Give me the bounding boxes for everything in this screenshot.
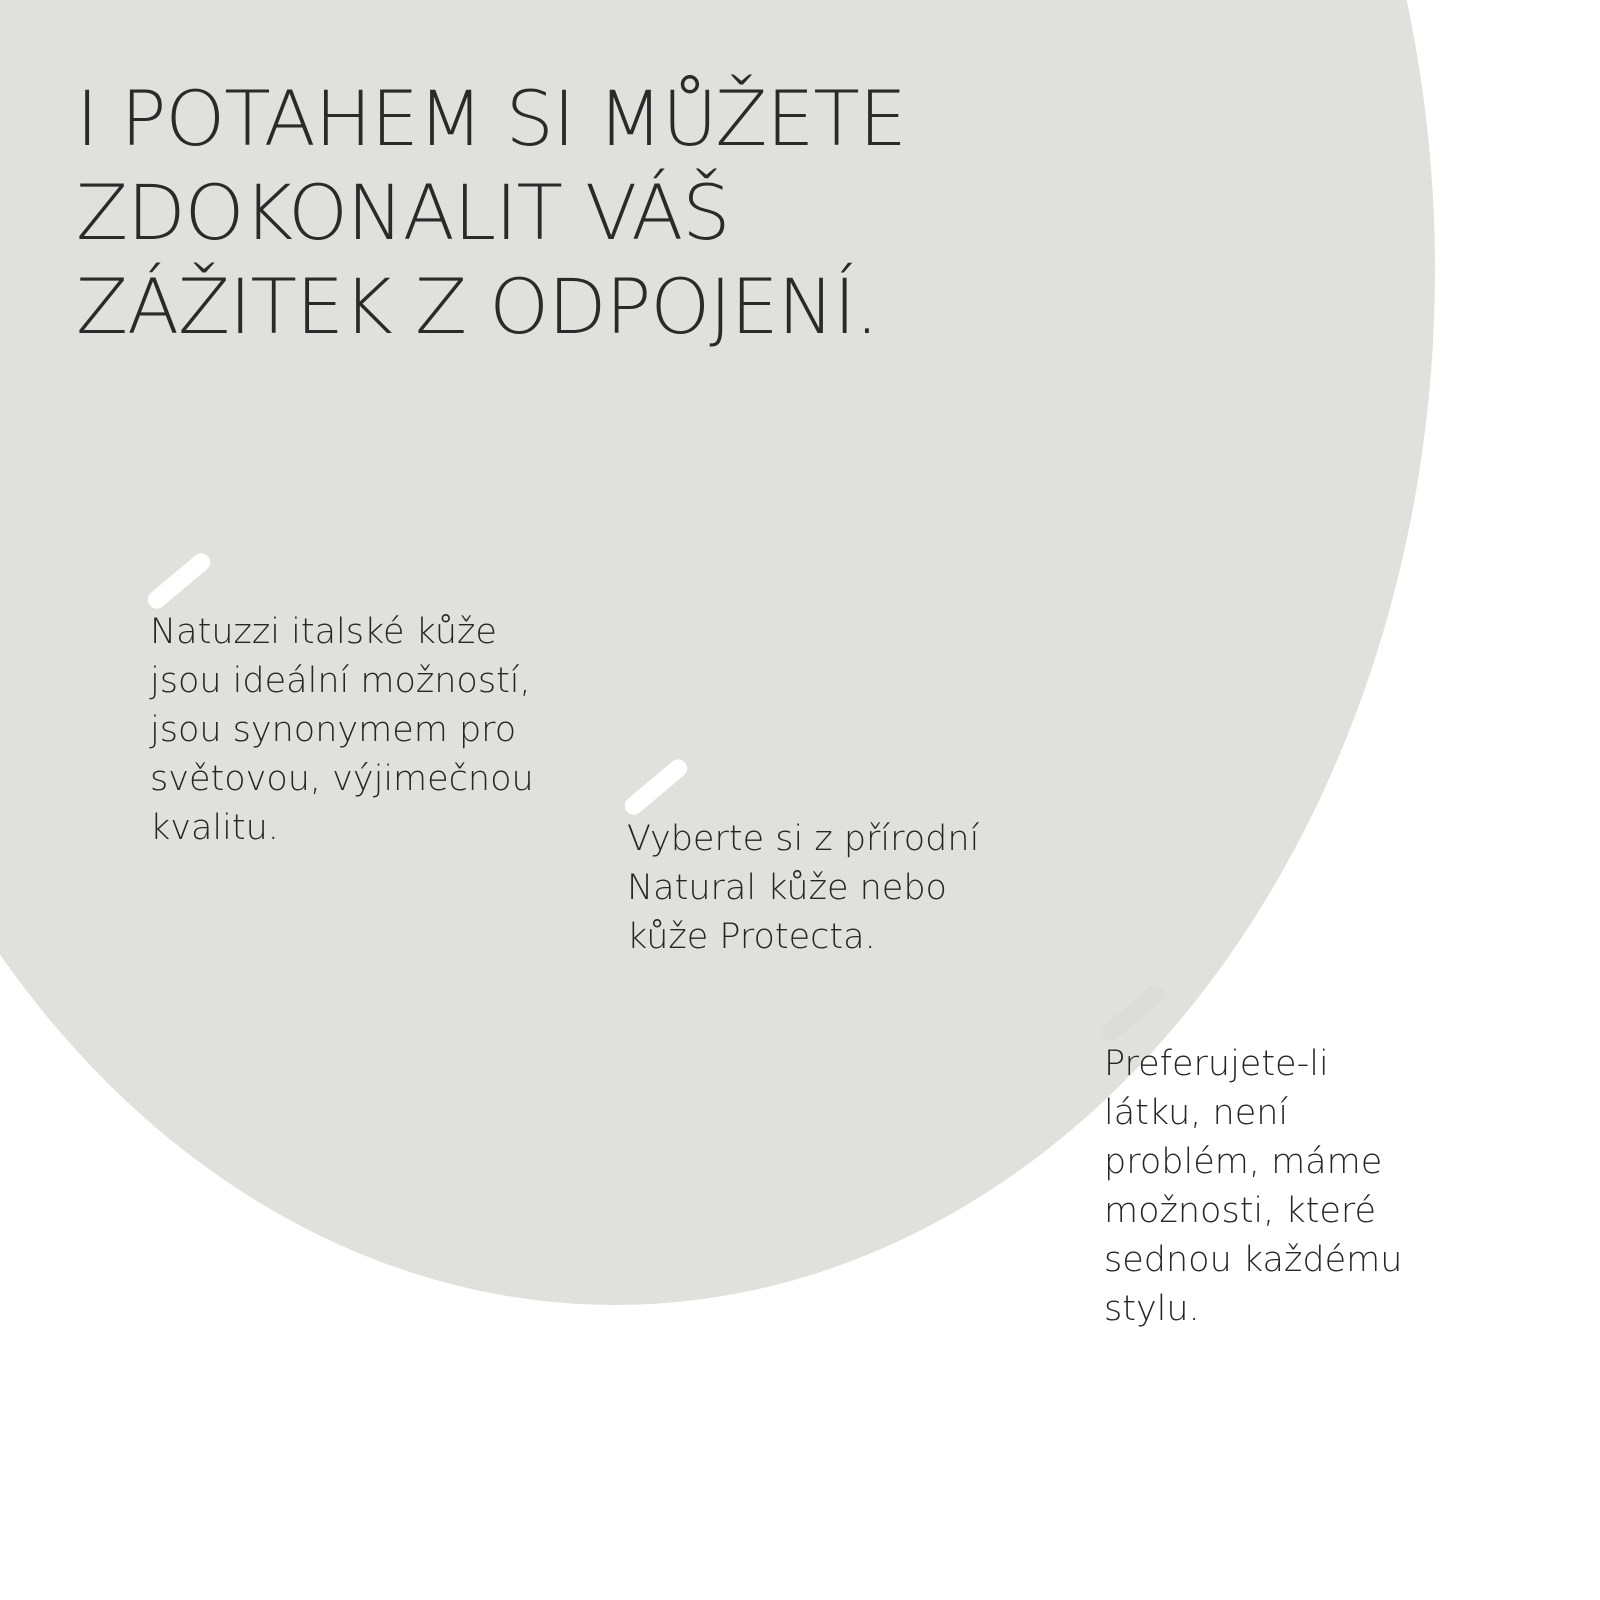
natural-line-2: Natural kůže nebo <box>627 868 947 908</box>
fabric-line-3: problém, máme <box>1104 1142 1383 1182</box>
leather-text <box>150 608 534 853</box>
leather-line-1: Natuzzi italské kůže <box>150 612 497 652</box>
leather-line-5: kvalitu. <box>150 808 279 848</box>
fabric-line-5: sednou každému <box>1104 1240 1403 1280</box>
headline-line-3: ZÁŽITEK Z ODPOJENÍ. <box>76 262 879 351</box>
fabric-line-4: možnosti, které <box>1104 1191 1377 1231</box>
natural-protecta-text <box>627 815 979 962</box>
natural-line-3: kůže Protecta. <box>627 917 876 957</box>
headline-line-2: ZDOKONALIT VÁŠ <box>76 168 730 257</box>
natural-line-1: Vyberte si z přírodní <box>627 819 980 859</box>
fabric-line-6: stylu. <box>1104 1289 1200 1329</box>
headline <box>76 72 906 354</box>
leather-line-4: světovou, výjimečnou <box>150 759 534 799</box>
headline-line-1: I POTAHEM SI MŮŽETE <box>76 74 906 163</box>
leather-line-2: jsou ideální možností, <box>150 661 531 701</box>
fabric-line-2: látku, není <box>1104 1093 1289 1133</box>
leather-line-3: jsou synonymem pro <box>150 710 517 750</box>
fabric-text <box>1104 1040 1402 1334</box>
fabric-line-1: Preferujete-li <box>1104 1044 1329 1084</box>
